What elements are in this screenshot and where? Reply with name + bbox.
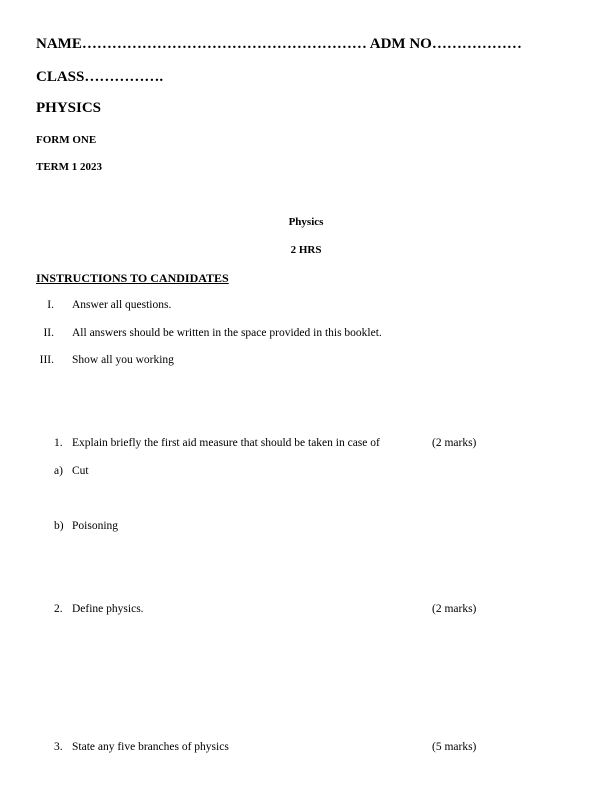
question-marks: (5 marks) [432, 741, 477, 753]
instruction-text: Show all you working [72, 354, 174, 366]
instruction-text: All answers should be written in the space provided in this booklet. [72, 327, 382, 339]
instruction-number: II. [43, 327, 54, 339]
question-marks: (2 marks) [432, 437, 477, 449]
sub-question-label: b) [54, 520, 64, 532]
sub-question-text: Poisoning [72, 520, 119, 532]
instruction-text: Answer all questions. [72, 299, 172, 311]
question-text: Explain briefly the first aid measure that should be taken in case of [72, 437, 380, 449]
question-number: 2. [54, 603, 63, 615]
subject-heading: PHYSICS [36, 100, 102, 116]
question-marks: (2 marks) [432, 603, 477, 615]
term-label: TERM 1 2023 [36, 161, 102, 173]
instructions-heading: INSTRUCTIONS TO CANDIDATES [36, 271, 229, 285]
sub-question-text: Cut [72, 465, 89, 477]
question-text: State any five branches of physics [72, 741, 229, 753]
instruction-number: III. [39, 354, 54, 366]
question-number: 3. [54, 741, 63, 753]
question-number: 1. [54, 437, 63, 449]
paper-title: Physics [288, 216, 324, 228]
name-adm-line: NAME………………………………………………… ADM NO……………… [36, 36, 522, 52]
form-label: FORM ONE [36, 134, 97, 146]
sub-question-label: a) [54, 465, 63, 477]
paper-duration: 2 HRS [290, 244, 322, 256]
class-line: CLASS……………. [36, 69, 164, 85]
question-text: Define physics. [72, 603, 144, 615]
instruction-number: I. [47, 299, 54, 311]
